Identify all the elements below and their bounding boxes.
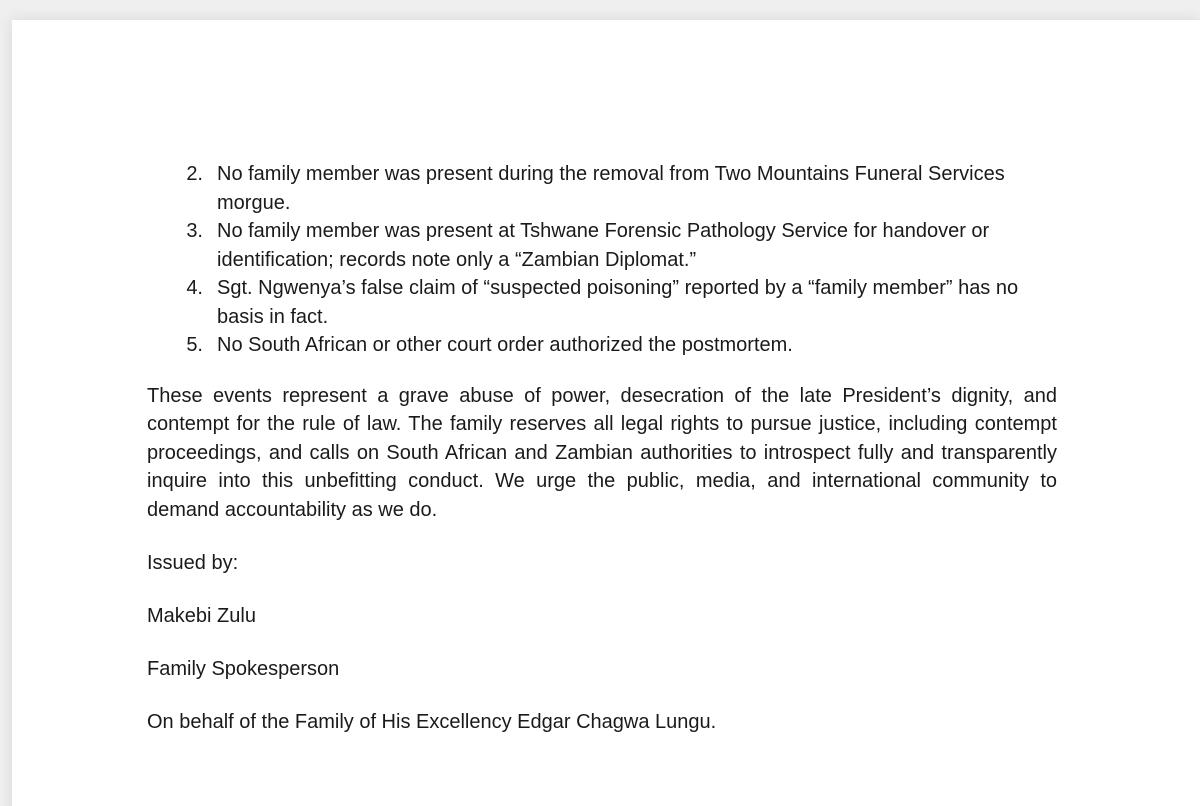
numbered-list: [147, 160, 1057, 360]
list-item-text: No family member was present during the removal from Two Mountains Funeral Services morgue.: [217, 163, 1005, 214]
list-item: [147, 217, 1057, 274]
list-item-text: Sgt. Ngwenya’s false claim of “suspected poisoning” reported by a “family member” has no basis in fact.: [217, 277, 1019, 328]
signatory-title: Family Spokesperson: [147, 658, 340, 680]
list-item-text: No family member was present at Tshwane Forensic Pathology Service for handover or identification; records note only a “Zambian Diplomat.”: [217, 220, 990, 271]
document-body: [147, 160, 1057, 736]
list-item: [147, 331, 1057, 360]
list-item-number: 3.: [186, 220, 203, 242]
signatory-name: Makebi Zulu: [147, 605, 256, 627]
list-item-number: 5.: [186, 334, 203, 356]
issued-by-label: Issued by:: [147, 552, 239, 574]
list-item: [147, 274, 1057, 331]
list-item-number: 4.: [186, 277, 203, 299]
list-item-number: 2.: [186, 163, 203, 185]
document-page: [12, 20, 1200, 806]
list-item-text: No South African or other court order authorized the postmortem.: [217, 334, 793, 356]
statement-paragraph: These events represent a grave abuse of power, desecration of the late President’s dignity, and contempt for the rule of law. The family reserves all legal rights to pursue justice, including contempt proceedings, and calls on South African and Zambian authorities to introspect fully and transparently inquire into this unbefitting conduct. We urge the public, media, and international community to demand accountability as we do.: [147, 384, 1057, 521]
on-behalf-line: On behalf of the Family of His Excellency Edgar Chagwa Lungu.: [147, 711, 717, 733]
list-item: [147, 160, 1057, 217]
